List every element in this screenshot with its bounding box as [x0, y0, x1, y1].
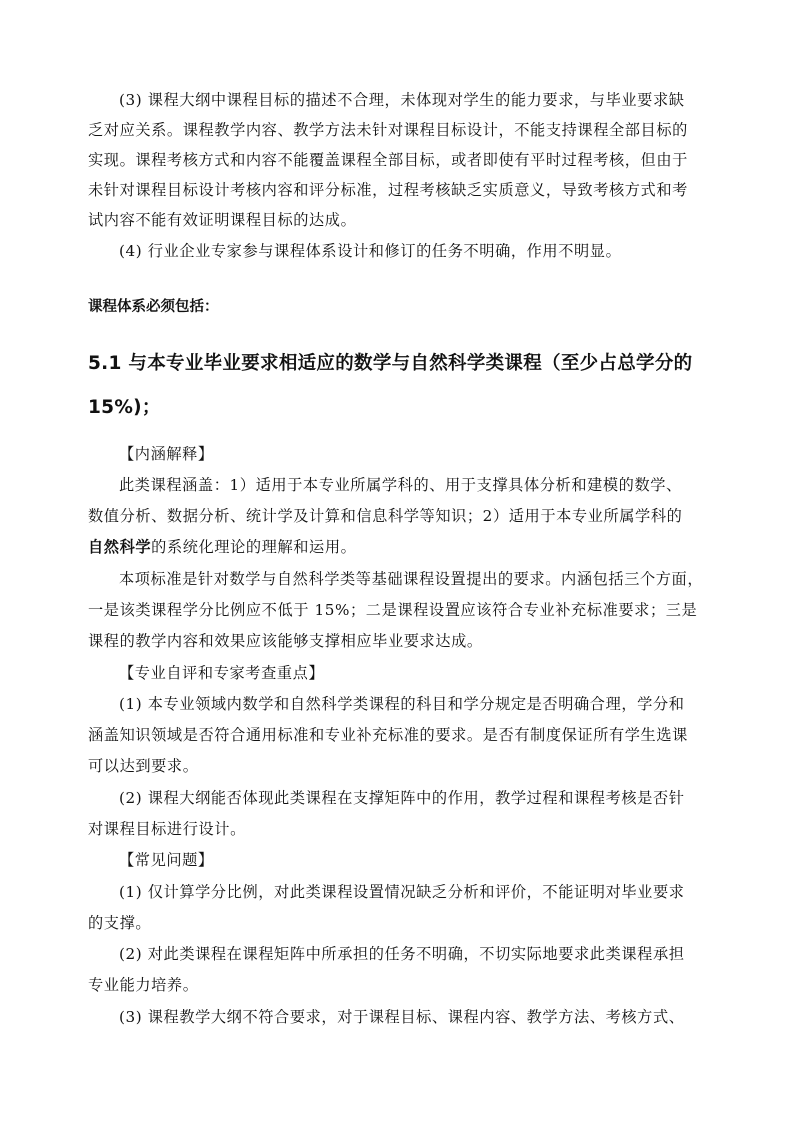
standard-line-3: 课程的教学内容和效果应该能够支撑相应毕业要求达成。: [88, 632, 483, 650]
connotation-label: 【内涵解释】: [119, 445, 214, 463]
connotation-line-3-rest: 的系统化理论的理解和运用。: [151, 538, 357, 556]
required-heading: 课程体系必须包括：: [88, 299, 219, 315]
review-1-line-3: 可以达到要求。: [88, 757, 199, 775]
connotation-line-3: [88, 537, 356, 557]
issues-label: 【常见问题】: [119, 851, 214, 869]
p4-line: (4) 行业企业专家参与课程体系设计和修订的任务不明确，作用不明显。: [119, 242, 622, 260]
review-2-line-1: (2) 课程大纲能否体现此类课程在支撑矩阵中的作用，教学过程和课程考核是否针: [119, 789, 685, 807]
natural-science-bold: 自然科学: [88, 538, 152, 556]
issue-2-line-2: 专业能力培养。: [88, 976, 199, 994]
section-5-1-heading-line-2: 15%)；: [88, 397, 161, 418]
p3-line-2: 乏对应关系。课程教学内容、教学方法未针对课程目标设计，不能支持课程全部目标的: [88, 121, 688, 139]
issue-2-line-1: (2) 对此类课程在课程矩阵中所承担的任务不明确，不切实际地要求此类课程承担: [119, 945, 685, 963]
p3-line-5: 试内容不能有效证明课程目标的达成。: [88, 211, 357, 229]
standard-line-1: 本项标准是针对数学与自然科学类等基础课程设置提出的要求。内涵包括三个方面，: [119, 570, 704, 588]
p3-line-4: 未针对课程目标设计考核内容和评分标准，过程考核缺乏实质意义，导致考核方式和考: [88, 181, 688, 199]
p3-line-3: 实现。课程考核方式和内容不能覆盖课程全部目标，或者即使有平时过程考核，但由于: [88, 151, 688, 169]
review-1-line-1: (1) 本专业领域内数学和自然科学类课程的科目和学分规定是否明确合理，学分和: [119, 695, 685, 713]
review-1-line-2: 涵盖知识领域是否符合通用标准和专业补充标准的要求。是否有制度保证所有学生选课: [88, 726, 688, 744]
connotation-line-2: 数值分析、数据分析、统计学及计算和信息科学等知识；2）适用于本专业所属学科的: [88, 507, 683, 525]
section-5-1-heading-line-1: 5.1 与本专业毕业要求相适应的数学与自然科学类课程（至少占总学分的: [88, 353, 693, 374]
issue-1-line-2: 的支撑。: [88, 914, 152, 932]
standard-line-2: 一是该类课程学分比例应不低于 15%；二是课程设置应该符合专业补充标准要求；三是: [88, 601, 698, 619]
connotation-line-1: 此类课程涵盖：1）适用于本专业所属学科的、用于支撑具体分析和建模的数学、: [119, 476, 682, 494]
review-2-line-2: 对课程目标进行设计。: [88, 820, 246, 838]
issue-3-line-1: (3) 课程教学大纲不符合要求，对于课程目标、课程内容、教学方法、考核方式、: [119, 1008, 685, 1026]
issue-1-line-1: (1) 仅计算学分比例，对此类课程设置情况缺乏分析和评价，不能证明对毕业要求: [119, 883, 685, 901]
review-label: 【专业自评和专家考查重点】: [119, 664, 325, 682]
p3-line-1: (3) 课程大纲中课程目标的描述不合理，未体现对学生的能力要求，与毕业要求缺: [119, 91, 685, 109]
